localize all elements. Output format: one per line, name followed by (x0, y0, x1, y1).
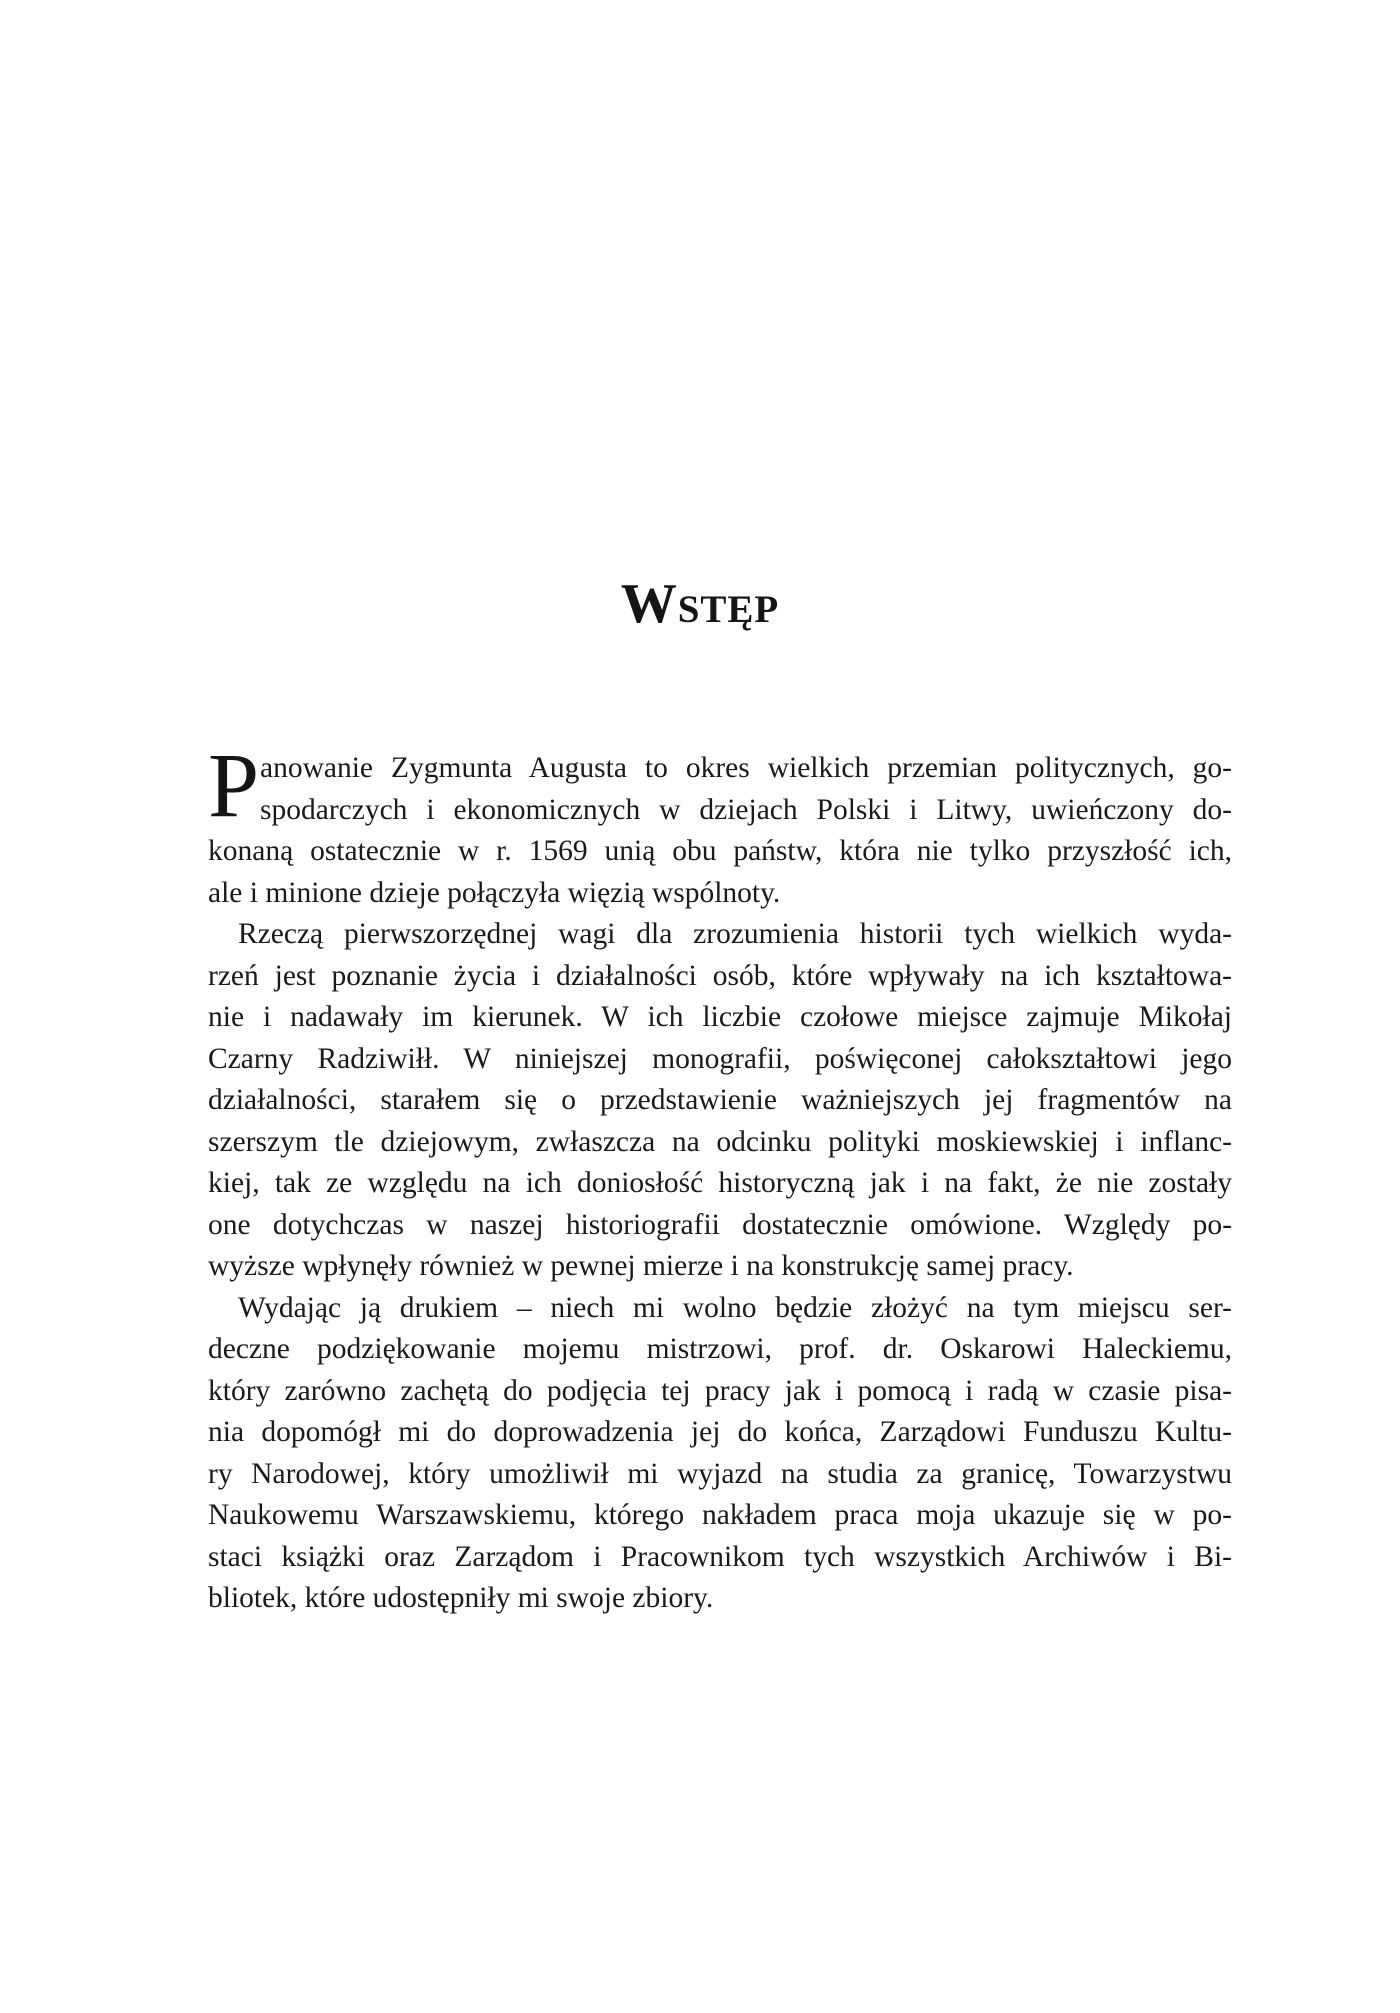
paragraph-3-line-2: deczne podziękowanie mojemu mistrzowi, prof. dr. Oskarowi Haleckiemu, (208, 1333, 1232, 1365)
paragraph-2-line-5: działalności, starałem się o przedstawienie ważniejszych jej fragmentów na (208, 1084, 1232, 1116)
paragraph-3-line-1: Wydając ją drukiem – niech mi wolno będzie złożyć na tym miejscu ser- (238, 1291, 1232, 1324)
paragraph-1-line-3: konaną ostatecznie w r. 1569 unią obu państw, która nie tylko przyszłość ich, (208, 835, 1232, 867)
paragraph-3-line-5: ry Narodowej, który umożliwił mi wyjazd na studia za granicę, Towarzystwu (208, 1457, 1232, 1490)
paragraph-2-line-6: szerszym tle dziejowym, zwłaszcza na odcinku polityki moskiewskiej i inflanc- (208, 1125, 1232, 1158)
paragraph-3-line-3: który zarówno zachętą do podjęcia tej pracy jak i pomocą i radą w czasie pisa- (208, 1374, 1232, 1407)
paragraph-3-line-8: bliotek, które udostępniły mi swoje zbiory. (208, 1582, 714, 1614)
paragraph-3-line-4: nia dopomógł mi do doprowadzenia jej do końca, Zarządowi Funduszu Kultu- (208, 1416, 1232, 1448)
paragraph-3-line-6: Naukowemu Warszawskiemu, którego nakładem praca moja ukazuje się w po- (208, 1499, 1232, 1531)
paragraph-2-line-2: rzeń jest poznanie życia i działalności osób, które wpływały na ich kształtowa- (208, 959, 1232, 992)
paragraph-1-line-2: spodarczych i ekonomicznych w dziejach Polski i Litwy, uwieńczony do- (260, 793, 1232, 826)
paragraph-2-line-3: nie i nadawały im kierunek. W ich liczbie czołowe miejsce zajmuje Mikołaj (208, 1001, 1232, 1033)
paragraph-2-line-9: wyższe wpłynęły również w pewnej mierze i na konstrukcję samej pracy. (208, 1250, 1074, 1282)
paragraph-1-line-1: anowanie Zygmunta Augusta to okres wielkich przemian politycznych, go- (260, 752, 1232, 784)
chapter-heading: Wstęp (620, 573, 780, 635)
paragraph-2-line-7: kiej, tak ze względu na ich doniosłość historyczną jak i na fakt, że nie zostały (208, 1167, 1232, 1199)
paragraph-1-line-4: ale i minione dzieje połączyła więzią wspólnoty. (208, 876, 781, 909)
paragraph-2-line-1: Rzeczą pierwszorzędnej wagi dla zrozumienia historii tych wielkich wyda- (238, 918, 1232, 950)
body-text (208, 748, 1232, 1620)
paragraph-2-line-4: Czarny Radziwiłł. W niniejszej monografii, poświęconej całokształtowi jego (208, 1042, 1232, 1075)
paragraph-2-line-8: one dotychczas w naszej historiografii dostatecznie omówione. Względy po- (208, 1208, 1232, 1241)
drop-cap: P (208, 734, 260, 836)
paragraph-3-line-7: staci książki oraz Zarządom i Pracownikom tych wszystkich Archiwów i Bi- (208, 1540, 1232, 1573)
